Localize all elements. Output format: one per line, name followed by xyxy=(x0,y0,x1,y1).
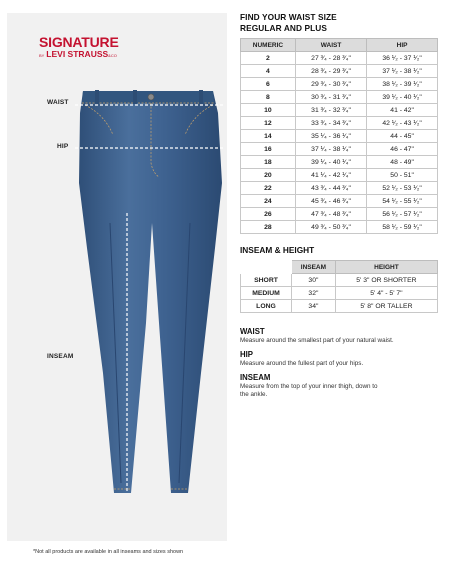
definition-title: INSEAM xyxy=(240,373,271,382)
cell-hip: 46 - 47" xyxy=(367,143,438,156)
table-row xyxy=(241,117,438,130)
cell-waist: 28 ³⁄₄ - 29 ³⁄₄" xyxy=(295,65,366,78)
cell-hip: 36 ¹⁄₂ - 37 ¹⁄₂" xyxy=(367,52,438,65)
cell-numeric: 14 xyxy=(241,130,296,143)
size-chart-heading: FIND YOUR WAIST SIZE REGULAR AND PLUS xyxy=(240,12,337,33)
col-inseam: INSEAM xyxy=(292,261,336,274)
cell-numeric: 10 xyxy=(241,104,296,117)
table-row xyxy=(241,78,438,91)
table-row xyxy=(241,91,438,104)
inseam-label: INSEAM xyxy=(47,353,74,360)
table-row xyxy=(241,104,438,117)
table-row xyxy=(241,287,438,300)
cell-waist: 31 ³⁄₄ - 32 ³⁄₄" xyxy=(295,104,366,117)
cell-numeric: 6 xyxy=(241,78,296,91)
cell-numeric: 24 xyxy=(241,195,296,208)
brand-company: BY LEVI STRAUSS&CO xyxy=(39,49,117,59)
cell-hip: 38 ¹⁄₂ - 39 ¹⁄₂" xyxy=(367,78,438,91)
brand-name: SIGNATURE xyxy=(39,34,119,50)
jeans-shape xyxy=(79,91,222,493)
table-row xyxy=(241,195,438,208)
table-row xyxy=(241,143,438,156)
cell-height: 5' 3" OR SHORTER xyxy=(335,274,437,287)
definition-text: Measure around the smallest part of your natural waist. xyxy=(240,337,394,344)
table-row xyxy=(241,208,438,221)
cell-waist: 49 ³⁄₄ - 50 ³⁄₄" xyxy=(295,221,366,234)
definition-text: Measure from the top of your inner thigh, down to xyxy=(240,383,378,390)
table-row xyxy=(241,221,438,234)
cell-inseam: 30" xyxy=(292,274,336,287)
cell-hip: 42 ¹⁄₂ - 43 ¹⁄₂" xyxy=(367,117,438,130)
cell-height: 5' 8" OR TALLER xyxy=(335,300,437,313)
definition-text: Measure around the fullest part of your hips. xyxy=(240,360,364,367)
measurement-definitions xyxy=(240,327,440,399)
cell-numeric: 16 xyxy=(241,143,296,156)
definition-title: WAIST xyxy=(240,327,265,336)
blank-header xyxy=(241,261,292,274)
cell-name: LONG xyxy=(241,300,292,313)
cell-hip: 56 ¹⁄₂ - 57 ¹⁄₂" xyxy=(367,208,438,221)
table-row xyxy=(241,52,438,65)
cell-numeric: 12 xyxy=(241,117,296,130)
waist-label: WAIST xyxy=(47,99,69,106)
cell-inseam: 32" xyxy=(292,287,336,300)
model-image-panel xyxy=(7,13,227,541)
cell-hip: 37 ¹⁄₂ - 38 ¹⁄₂" xyxy=(367,65,438,78)
cell-waist: 47 ³⁄₄ - 48 ³⁄₄" xyxy=(295,208,366,221)
cell-hip: 54 ¹⁄₂ - 55 ¹⁄₂" xyxy=(367,195,438,208)
waist-size-table xyxy=(240,38,438,234)
cell-numeric: 20 xyxy=(241,169,296,182)
cell-hip: 52 ¹⁄₂ - 53 ¹⁄₂" xyxy=(367,182,438,195)
cell-waist: 30 ³⁄₄ - 31 ³⁄₄" xyxy=(295,91,366,104)
cell-numeric: 2 xyxy=(241,52,296,65)
cell-height: 5' 4" - 5' 7" xyxy=(335,287,437,300)
table-row xyxy=(241,65,438,78)
cell-waist: 35 ¹⁄₄ - 36 ¹⁄₄" xyxy=(295,130,366,143)
table-row xyxy=(241,300,438,313)
cell-inseam: 34" xyxy=(292,300,336,313)
cell-numeric: 18 xyxy=(241,156,296,169)
cell-waist: 27 ³⁄₄ - 28 ³⁄₄" xyxy=(295,52,366,65)
cell-hip: 39 ¹⁄₂ - 40 ¹⁄₂" xyxy=(367,91,438,104)
col-hip: HIP xyxy=(367,39,438,52)
cell-numeric: 28 xyxy=(241,221,296,234)
cell-hip: 44 - 45" xyxy=(367,130,438,143)
table-row xyxy=(241,274,438,287)
cell-waist: 43 ³⁄₄ - 44 ³⁄₄" xyxy=(295,182,366,195)
cell-hip: 41 - 42" xyxy=(367,104,438,117)
availability-footnote: *Not all products are available in all inseams and sizes shown xyxy=(33,549,184,555)
table-row xyxy=(241,156,438,169)
definition-title: HIP xyxy=(240,350,253,359)
cell-waist: 29 ³⁄₄ - 30 ³⁄₄" xyxy=(295,78,366,91)
cell-numeric: 8 xyxy=(241,91,296,104)
cell-numeric: 4 xyxy=(241,65,296,78)
cell-hip: 48 - 49" xyxy=(367,156,438,169)
cell-waist: 37 ¹⁄₄ - 38 ¹⁄₄" xyxy=(295,143,366,156)
cell-hip: 50 - 51" xyxy=(367,169,438,182)
table-header-row xyxy=(241,39,438,52)
jeans-illustration xyxy=(75,73,225,543)
cell-hip: 58 ¹⁄₂ - 59 ¹⁄₂" xyxy=(367,221,438,234)
inseam-heading: INSEAM & HEIGHT xyxy=(240,245,315,255)
col-waist: WAIST xyxy=(295,39,366,52)
cell-name: SHORT xyxy=(241,274,292,287)
col-numeric: NUMERIC xyxy=(241,39,296,52)
cell-numeric: 26 xyxy=(241,208,296,221)
brand-logo xyxy=(39,35,119,59)
definition-text: the ankle. xyxy=(240,391,268,398)
cell-name: MEDIUM xyxy=(241,287,292,300)
cell-waist: 39 ¹⁄₄ - 40 ¹⁄₄" xyxy=(295,156,366,169)
cell-waist: 41 ¹⁄₄ - 42 ¹⁄₄" xyxy=(295,169,366,182)
table-header-row xyxy=(241,261,438,274)
size-info-panel xyxy=(240,12,440,399)
table-row xyxy=(241,182,438,195)
hip-label: HIP xyxy=(57,143,69,150)
inseam-table xyxy=(240,260,438,313)
col-height: HEIGHT xyxy=(335,261,437,274)
table-row xyxy=(241,169,438,182)
cell-numeric: 22 xyxy=(241,182,296,195)
table-row xyxy=(241,130,438,143)
cell-waist: 45 ³⁄₄ - 46 ³⁄₄" xyxy=(295,195,366,208)
cell-waist: 33 ³⁄₄ - 34 ³⁄₄" xyxy=(295,117,366,130)
